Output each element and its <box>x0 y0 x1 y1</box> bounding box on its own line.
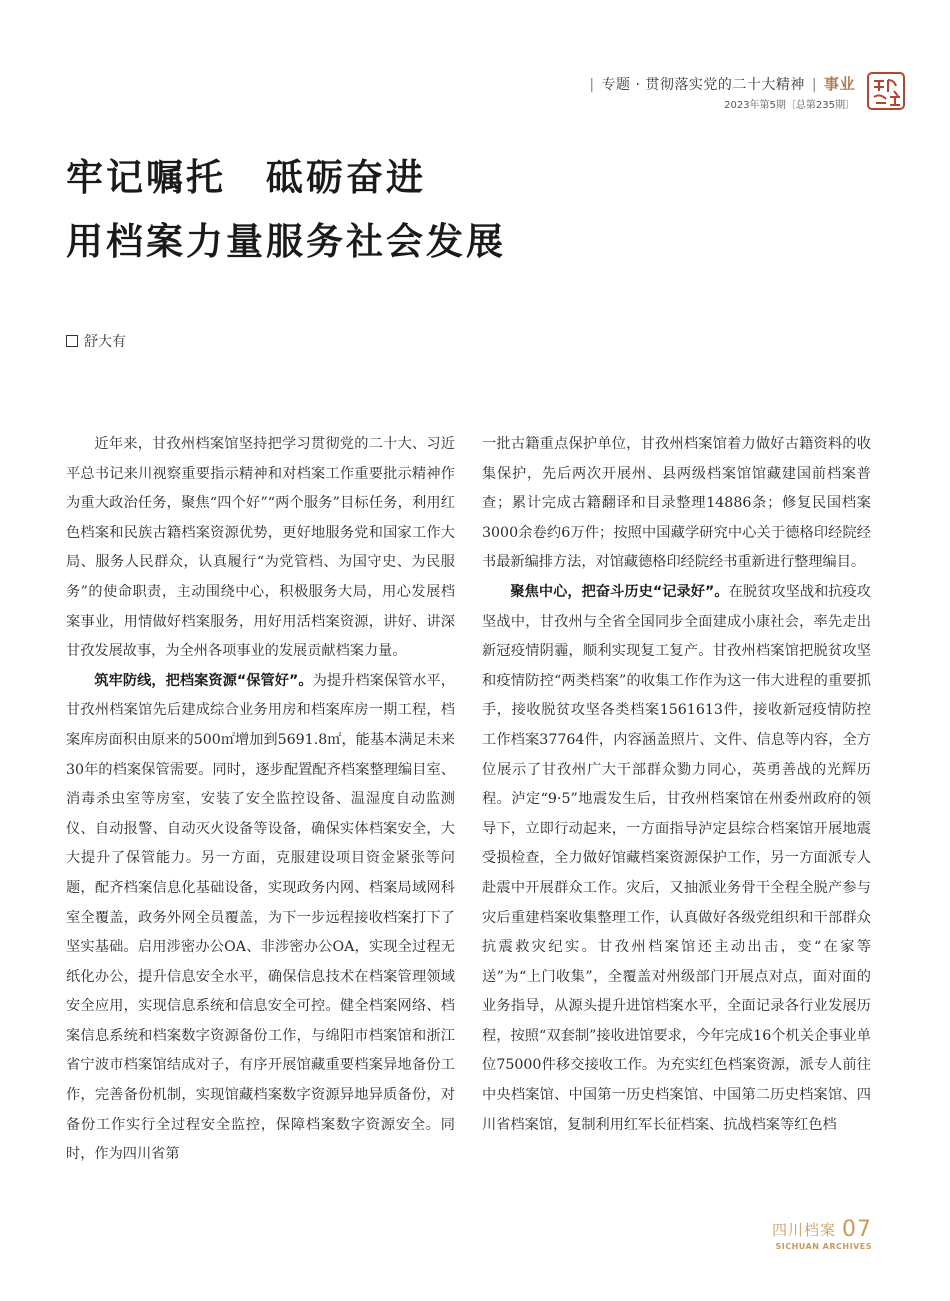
author-byline <box>66 331 126 351</box>
page-footer <box>772 1219 872 1251</box>
article-title <box>66 146 506 274</box>
running-header <box>587 73 855 111</box>
paragraph-storage <box>66 667 455 1170</box>
magazine-name: 四川档案 <box>771 1221 836 1239</box>
title-line-1-part-b: 砥砺奋进 <box>266 156 426 199</box>
paragraph-lead-history: 聚焦中心，把奋斗历史“记录好”。 <box>510 583 729 600</box>
page-number: 07 <box>842 1217 872 1242</box>
paragraph-text-storage: 为提升档案保管水平，甘孜州档案馆先后建成综合业务用房和档案库房一期工程，档案库房面积由原来的500㎡增加到5691.8㎡，能基本满足未来30年的档案保管需要。同时，逐步配置配齐档案整理编目室、消毒杀虫室等房室，安装了安全监控设备、温湿度自动监测仪、自动报警、自动灭火设备等设备，确保实体档案安全，大大提升了保管能力。另一方面，克服建设项目资金紧张等问题，配齐档案信息化基础设备，实现政务内网、档案局域网科室全覆盖，政务外网全员覆盖，为下一步远程接收档案打下了坚实基础。启用涉密办公OA、非涉密办公OA，实现全过程无纸化办公，提升信息安全水平，确保信息技术在档案管理领域安全应用，实现信息系统和信息安全可控。健全档案网络、档案信息系统和档案数字资源备份工作，与绵阳市档案馆和浙江省宁波市档案馆结成对子，有序开展馆藏重要档案异地备份工作，完善备份机制，实现馆藏档案数字资源异地异质备份，对备份工作实行全过程安全监控，保障档案数字资源安全。同时，作为四川省第 <box>66 672 455 1163</box>
paragraph-text-history: 在脱贫攻坚战和抗疫攻坚战中，甘孜州与全省全国同步全面建成小康社会，率先走出新冠疫情阴霾，顺利实现复工复产。甘孜州档案馆把脱贫攻坚和疫情防控“两类档案”的收集工作作为这一伟大进程的重要抓手，接收脱贫攻坚各类档案1561613件，接收新冠疫情防控工作档案37764件，内容涵盖照片、文件、信息等内容，全方位展示了甘孜州广大干部群众勠力同心，英勇善战的光辉历程。泸定“9·5”地震发生后，甘孜州档案馆在州委州政府的领导下，立即行动起来，一方面指导泸定县综合档案馆开展地震受损检查，全力做好馆藏档案资源保护工作，另一方面派专人赴震中开展群众工作。灾后，又抽派业务骨干全程全脱产参与灾后重建档案收集整理工作，认真做好各级党组织和干部群众抗震救灾纪实。甘孜州档案馆还主动出击，变“在家等送”为“上门收集”，全覆盖对州级部门开展点对点，面对面的业务指导，从源头提升进馆档案水平，全面记录各行业发展历程，按照“双套制”接收进馆要求，今年完成16个机关企事业单位75000件移交接收工作。为充实红色档案资源，派专人前往中央档案馆、中国第一历史档案馆、中国第二历史档案馆、四川省档案馆，复制利用红军长征档案、抗战档案等红色档 <box>482 583 871 1133</box>
body-column-right <box>482 430 871 1140</box>
title-line-1-part-a: 牢记嘱托 <box>66 156 226 199</box>
paragraph-lead-storage: 筑牢防线，把档案资源“保管好”。 <box>94 672 313 689</box>
author-name: 舒大有 <box>84 334 126 350</box>
title-line-1 <box>66 146 506 210</box>
header-pipe-mid: | <box>811 77 818 93</box>
paragraph-intro: 近年来，甘孜州档案馆坚持把学习贯彻党的二十大、习近平总书记来川视察重要指示精神和对档案工作重要批示精神作为重大政治任务，聚焦“四个好”“两个服务”目标任务，利用红色档案和民族古籍档案资源优势，更好地服务党和国家工作大局、服务人民群众，认真履行“为党管档、为国守史、为民服务”的使命职责，主动围绕中心，积极服务大局，用心发展档案事业，用情做好档案服务，用好用活档案资源，讲好、讲深甘孜发展故事，为全州各项事业的发展贡献档案力量。 <box>66 436 455 660</box>
paragraph-storage-continued: 一批古籍重点保护单位，甘孜州档案馆着力做好古籍资料的收集保护，先后两次开展州、县两级档案馆馆藏建国前档案普查；累计完成古籍翻译和目录整理14886条；修复民国档案3000余卷约6万件；按照中国藏学研究中心关于德格印经院经书最新编排方法，对馆藏德格印经院经书重新进行整理编目。 <box>482 436 871 571</box>
issue-number: 2023年第5期〔总第235期〕 <box>724 100 855 111</box>
header-topic-line <box>587 73 855 94</box>
square-bullet-icon <box>66 335 78 347</box>
header-topic: 专题 · 贯彻落实党的二十大精神 <box>601 77 805 93</box>
body-column-left <box>66 430 455 1170</box>
paragraph-history <box>482 578 871 1140</box>
title-line-2: 用档案力量服务社会发展 <box>66 220 506 263</box>
header-section: 事业 <box>823 75 855 93</box>
magazine-name-english: SICHUAN ARCHIVES <box>775 1242 872 1251</box>
header-pipe-left: | <box>589 77 595 93</box>
seal-stamp-icon <box>866 71 906 111</box>
